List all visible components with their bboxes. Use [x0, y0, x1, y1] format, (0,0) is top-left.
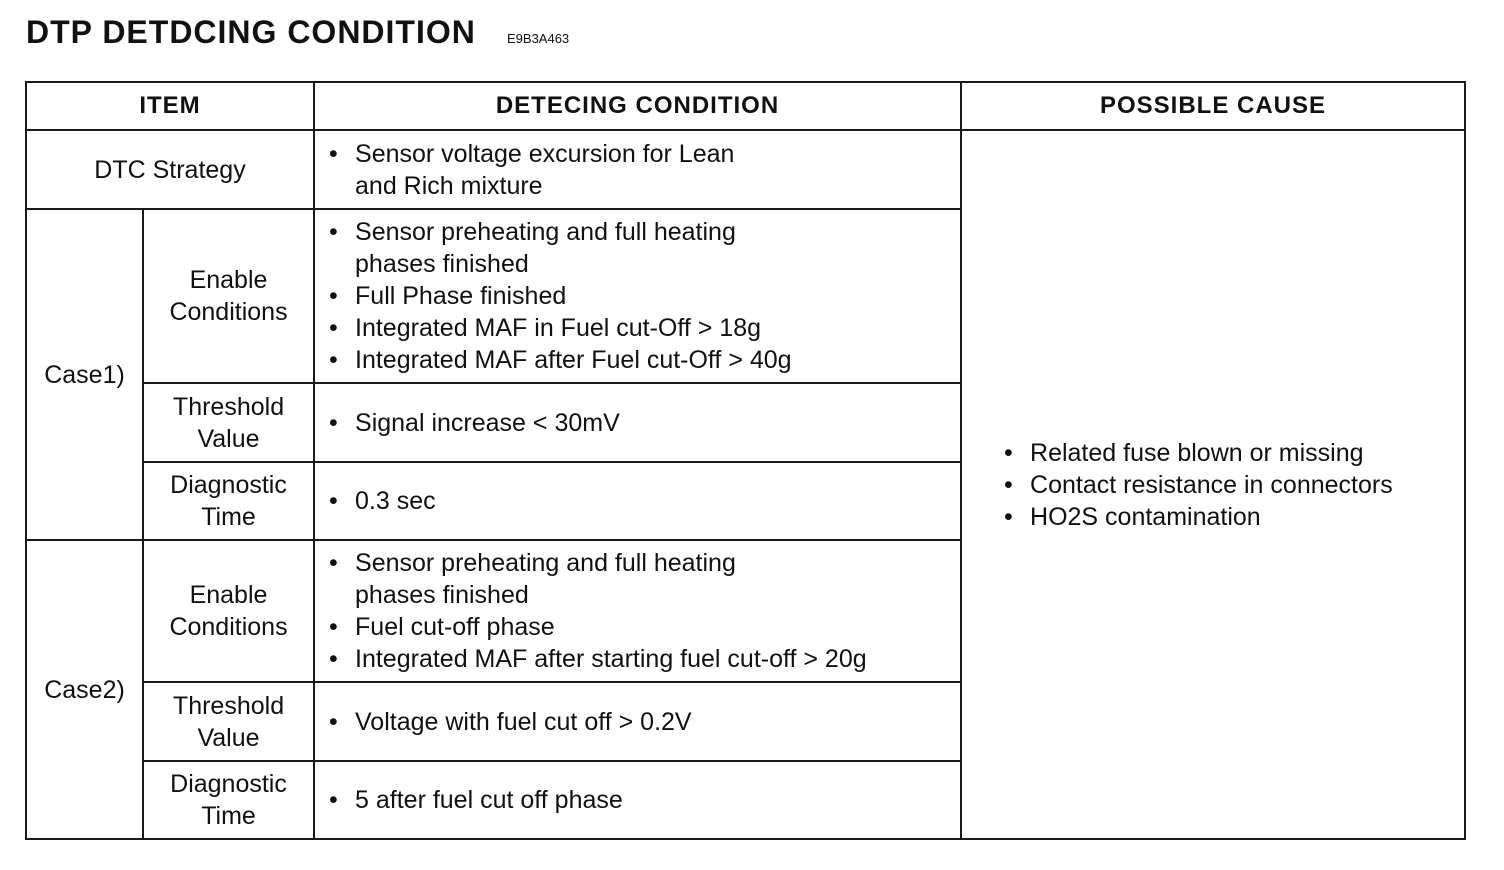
- header-possible-cause: POSSIBLE CAUSE: [961, 82, 1465, 130]
- header-detecting-condition: DETECING CONDITION: [314, 82, 961, 130]
- document-code: E9B3A463: [507, 31, 570, 46]
- cause-item: • Contact resistance in connectors: [1030, 469, 1456, 501]
- list-item: • 0.3 sec: [355, 485, 952, 517]
- row-label: Threshold Value: [143, 682, 314, 761]
- case-label: Case2): [26, 540, 143, 839]
- table-row: [26, 130, 1465, 209]
- row-label: Enable Conditions: [143, 209, 314, 383]
- list-item: • 5 after fuel cut off phase: [355, 784, 952, 816]
- condition-cell: [314, 761, 961, 839]
- condition-cell: [314, 682, 961, 761]
- cause-item: • Related fuse blown or missing: [1030, 437, 1456, 469]
- cause-item: • HO2S contamination: [1030, 501, 1456, 533]
- list-item: • Integrated MAF in Fuel cut-Off > 18g: [355, 312, 952, 344]
- row-label: Diagnostic Time: [143, 761, 314, 839]
- list-item: • Full Phase finished: [355, 280, 952, 312]
- row-label: Diagnostic Time: [143, 462, 314, 540]
- strategy-condition-cell: [314, 130, 961, 209]
- strategy-condition-line: and Rich mixture: [355, 171, 543, 200]
- row-label: Threshold Value: [143, 383, 314, 462]
- list-item: • Sensor preheating and full heating phases finished: [355, 216, 952, 280]
- document-title: DTP DETDCING CONDITION: [26, 14, 476, 50]
- list-item: [355, 138, 952, 202]
- list-item: • Fuel cut-off phase: [355, 611, 952, 643]
- possible-cause-cell: [961, 130, 1465, 839]
- header-item: ITEM: [26, 82, 314, 130]
- list-item: • Sensor preheating and full heating phases finished: [355, 547, 952, 611]
- list-item: • Voltage with fuel cut off > 0.2V: [355, 706, 952, 738]
- condition-cell: [314, 209, 961, 383]
- list-item: • Signal increase < 30mV: [355, 407, 952, 439]
- condition-cell: [314, 540, 961, 682]
- condition-cell: [314, 383, 961, 462]
- row-label: Enable Conditions: [143, 540, 314, 682]
- list-item: • Integrated MAF after Fuel cut-Off > 40g: [355, 344, 952, 376]
- dtc-condition-table: [25, 81, 1466, 840]
- table-header-row: [26, 82, 1465, 130]
- case-label: Case1): [26, 209, 143, 540]
- strategy-condition-line: Sensor voltage excursion for Lean: [355, 139, 735, 168]
- condition-cell: [314, 462, 961, 540]
- strategy-label: DTC Strategy: [26, 130, 314, 209]
- list-item: • Integrated MAF after starting fuel cut-off > 20g: [355, 643, 952, 675]
